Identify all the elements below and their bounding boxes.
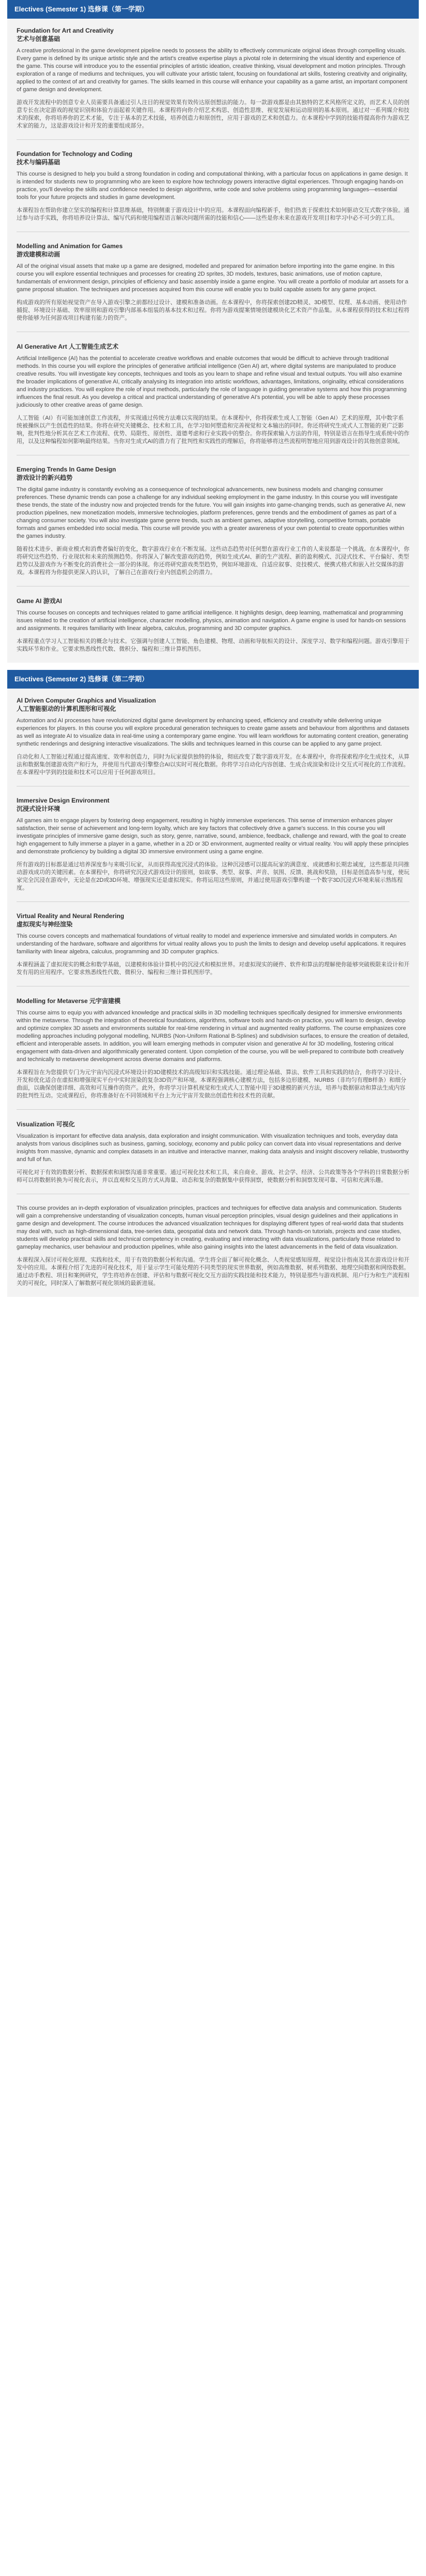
section-header-semester-1: Electives (Semester 1) 选修课（第一学期） xyxy=(7,0,419,19)
course-ai-generative-art xyxy=(17,342,409,446)
course-visualization xyxy=(17,1120,409,1287)
course-technology-coding xyxy=(17,150,409,222)
course-desc-en: This course provides an in-depth exploration of visualization principles, practices and techniques for effective data analysis and communication. Students will gain a comprehensive understanding of visualization concepts, human visual perception principles, visual design guidelines and their applications in game design and development. The course introduces the advanced visualization techniques for displaying different types of real-world data that students may deal with, such as high-dimensional data, tree-series data, geospatial data and network data. Through hands-on tutorials, projects and case studies, students will develop practical skills and technical competency in creating, evaluating and interacting with data visualizations, particularly those related to gameplay mechanics, user behaviour and production pipelines, while also gaining insights into the latest advancements in the field of data visualization. xyxy=(17,1205,404,1250)
course-title-cn: 游戏建模和动画 xyxy=(17,251,61,258)
course-desc-cn: 构成游戏的所有原始视觉资产在导入游戏引擎之前都经过设计、建模和准备动画。在本课程中，你将探索创建2D精灵、3D模型、纹理、基本动画、使用动作捕捉、环境设计基础、效率原则和游戏引擎内部基本组装的基本技术和过程。你将为游戏提案情境创建模块化艺术资产作品集。从本课程获得的技术和过程将使你能够为任何游戏项目构建有能力的资产。 xyxy=(17,299,409,321)
course-modelling-metaverse xyxy=(17,997,409,1100)
course-title: Modelling and Animation for Games xyxy=(17,242,123,250)
course-desc-cn: 游戏开发流程中的创意专业人员需要具备通过引人注目的视觉效果有效传达原创想法的能力。每一款游戏都是由其独特的艺术风格所定义的，而艺术人员的创意专长在决定游戏的视觉识别和体验方面起着关键作用。本课程将向你介绍艺术构思、创造性思维、视觉发展和运动原则的基本原则。通过对一系列媒介和技术的探索，你将培养你的艺术才能，专注于基本的艺术技能，培养创造力和原创性，应用于游戏的艺术和创造力。在本课程中学到的技能将提高你作为游戏艺术家的能力，这是游戏设计和开发的重要组成部分。 xyxy=(17,99,409,129)
course-title-cn: 游戏设计的新兴趋势 xyxy=(17,474,73,481)
section-gap xyxy=(7,663,419,670)
course-emerging-trends xyxy=(17,466,409,577)
course-title-cn: 艺术与创意基础 xyxy=(17,35,61,42)
course-modelling-animation xyxy=(17,242,409,322)
divider xyxy=(17,901,409,902)
course-title-cn: 虚拟现实与神经渲染 xyxy=(17,921,73,928)
course-desc-cn: 可视化对于有效的数据分析、数据探索和洞察沟通非常重要。通过可视化技术和工具，来自商业、游戏、社会学、经济、公共政策等各个学科的日常数据分析师可以将数据转换为可视化表示，并以直观和交互的方式从海量、动态和复杂的数据集中获得洞察，使数据分析和洞察发现可靠、可信和充满乐趣。 xyxy=(17,1169,409,1183)
course-title: Visualization 可视化 xyxy=(17,1121,75,1128)
course-title: Game AI 游戏AI xyxy=(17,597,62,605)
course-title-cn: 技术与编码基础 xyxy=(17,159,61,166)
section-header-semester-2: Electives (Semester 2) 选修课（第二学期） xyxy=(7,670,419,689)
course-title: Immersive Design Environment xyxy=(17,797,110,804)
section-body-semester-2 xyxy=(7,689,419,1297)
course-desc-en: All games aim to engage players by fostering deep engagement, resulting in highly immersive experiences. This sense of immersion enhances player satisfaction, their sense of achievement and long-term loyalty, which are key factors that collectively drive a game's success. In this course you will investigate principles of immersive game design, such as story, genre, narrative, sound, ambience, feedback, challenge and reward, with the goal to create high engagement to fully immerse a player in a game, whether in a 2D or 3D environment, augmented reality or virtual reality. You will apply these principles and demonstrate proficiency by building a digital 3D immersive environment using a game engine. xyxy=(17,818,409,855)
course-desc-cn: 随着技术进步、新商业模式和消费者偏好的变化，数字游戏行业在不断发展。这些动态趋势对任何想在游戏行业工作的人来说都是一个挑战。在本课程中，你将研究这些趋势、行业现状和未来的预测趋势。你将深入了解改变游戏的趋势，例如生成式AI、新的生产流程、新的盈利模式、沉浸式技术、平台偏好、类型趋势以及游戏作为不断变化的消费社会一部分的体现。你还将研究游戏类型趋势，例如环境游戏、自适应叙事、竞技模式、便携式格式和嵌入社交媒体的游戏。本课程将为你提供更深入的认识，了解自己在游戏行业内创造机会的潜力。 xyxy=(17,546,409,576)
course-desc-cn: 本课程深入探讨可视化原理、实践和技术，用于有效的数据分析和沟通。学生将全面了解可视化概念、人类视觉感知原理、视觉设计指南及其在游戏设计和开发中的应用。本课程介绍了先进的可视化技术，用于显示学生可能处理的不同类型的现实世界数据，例如高维数据、树系列数据、地理空间数据和网络数据。通过动手教程、项目和案例研究，学生将培养在创建、评估和与数据可视化交互方面的实践技能和技术能力，特别是那些与游戏机制、用户行为和生产流程相关的可视化，同时深入了解数据可视化领域的最新进展。 xyxy=(17,1257,409,1286)
divider xyxy=(17,1109,409,1110)
course-title: AI Generative Art 人工智能生成艺术 xyxy=(17,343,119,350)
section-body-semester-1 xyxy=(7,19,419,663)
course-desc-en: This course covers concepts and mathematical foundations of virtual reality to model and experience immersive and simulated worlds in computers. An understanding of the hardware, software and algorithms for virtual reality allows you to push the limits to design and develop useful applications. It requires familiarity with linear algebra, calculus, programming and 3D computer graphics. xyxy=(17,933,406,955)
course-title: Virtual Reality and Neural Rendering xyxy=(17,912,124,920)
course-desc-cn: 本课程旨在为您提供专门为元宇宙内沉浸式环境设计的3D建模技术的高级知识和实践技能。通过理论基础、算法、软件工具和实践的结合，你将学习设计、开发和优化适合在虚拟和增强现实平台中实时渲染的复杂3D资产和环境。本课程强调核心建模方法，包括多边形建模、NURBS（非均匀有理B样条）和细分曲面，以确保创建详细、高效和可互操作的资产。此外，你将学习计算机视觉和生成式人工智能中用于3D建模的新兴方法，培养与数据驱动和算法生成内容的批判性互动。完成课程后，你将准备好在不同领域和平台上为元宇宙开发做出创造性和技术性的贡献。 xyxy=(17,1069,406,1099)
course-desc-cn: 本课程涵盖了虚拟现实的概念和数学基础，以建模和体验计算机中的沉浸式和模拟世界。对虚拟现实的硬件、软件和算法的理解使你能够突破极限来设计和开发有用的应用程序。它要求熟悉线性代数、微积分、编程和三维计算机图形学。 xyxy=(17,962,409,976)
course-immersive-design xyxy=(17,797,409,892)
course-title: Foundation for Art and Creativity xyxy=(17,27,114,34)
course-desc-en: Artificial Intelligence (AI) has the potential to accelerate creative workflows and enable outcomes that would be difficult to achieve through traditional methods. In this course you will explore the principles of generative artificial intelligence (Gen AI) art, where digital systems are manipulated to produce creative results. You will investigate key concepts, techniques and tools as you learn to shape and refine visual and textual outputs. You will also examine the broader implications of generative AI, critically analysing its integration into artistic workflows, advantages, limitations, originality, ethical considerations and industry practices. You will explore the role of input methods, particularly the role of language in guiding generative systems and how this programming influences the final result. As you develop a critical and practical understanding of generative AI's potential, you will be able to apply these processes judiciously to other creative areas of game design. xyxy=(17,355,407,408)
course-desc-cn: 本课程旨在帮助你建立坚实的编程和计算思维基础，特别侧重于游戏设计中的应用。本课程面向编程新手，他们热衷于探索技术如何驱动交互式数字体验。通过参与动手实践，你将培养设计算法、编写代码和使用编程语言解决问题所需的技能和信心——这些是你未来在游戏开发项目和学习中必不可少的工具。 xyxy=(17,207,409,221)
divider xyxy=(17,139,409,140)
course-desc-en: The digital game industry is constantly evolving as a consequence of technological advancements, new business models and changing consumer preferences. These dynamic trends can pose a challenge for any individual seeking employment in the game industry. In this course you will investigate these trends, the state of the industry now and projected trends for the future. You will gain insights into game-changing trends, such as generative AI, new production pipelines, new monetization models, immersive technologies, platform preferences, genre trends and the embodiment of games as part of a changing consumer society. You will also investigate game genre trends, such as ambient games, adaptive storytelling, competitive formats, portable formats and games embedded into social media. This course will provide you with a greater awareness of your own potential to create opportunities within the games industry. xyxy=(17,486,405,539)
course-desc-en: Automation and AI processes have revolutionized digital game development by enhancing speed, efficiency and creativity while delivering unique experiences for players. In this course you will explore procedural generation techniques to create game assets and behaviour from algorithms and datasets as well as integrate AI to visualize data in real-time using a contemporary game engine. You will learn workflows for automating content creation, generating synthetic renderings and designing interactive visualizations. The skills and techniques learned in this course can be applied to any game project. xyxy=(17,718,409,747)
course-title: Modelling for Metaverse 元宇宙建模 xyxy=(17,997,121,1005)
course-desc-cn: 人工智能（AI）有可能加速创意工作流程，并实现通过传统方法难以实现的结果。在本课程中，你将探索生成人工智能（Gen AI）艺术的原理，其中数字系统被操纵以产生创造性的结果。你将在研究关键概念、技术和工具，在学习如何塑造和完善视觉和文本输出的同时。你还将研究生成式人工智能的更广泛影响，批判性地分析其在艺术工作流程、优势、局限性、原创性、道德考虑和行业实践中的整合。你将探索输入方法的作用，特别是语言在指导生成系统中的作用，以及这种编程如何影响最终结果。当你对生成式AI的潜力有了批判性和实践性的理解后，你将能够将这些流程明智地应用到游戏设计的其他创意领域。 xyxy=(17,415,409,445)
course-title-cn: 沉浸式设计环境 xyxy=(17,805,61,812)
course-desc-cn: 本课程重点学习人工智能相关的概念与技术。它强调与创建人工智能、角色建模、物理、动画和导航相关的设计、深度学习、数学和编程问题。游戏引擎用于实践环节和作业。它要求熟悉线性代数、微积分、编程和三维计算机图形。 xyxy=(17,638,409,652)
course-title: Emerging Trends In Game Design xyxy=(17,466,116,473)
course-vr-neural-rendering xyxy=(17,912,409,977)
course-desc-en: This course aims to equip you with advanced knowledge and practical skills in 3D modelling techniques specifically designed for immersive environments within the metaverse. Through the integration of theoretical foundations, algorithms, software tools and hands-on practice, you will learn to design, develop and optimize complex 3D assets and environments suitable for real-time rendering in virtual and augmented reality platforms. The course emphasizes core modelling approaches including polygonal modelling, NURBS (Non-Uniform Rational B-Splines) and subdivision surfaces, to ensure the creation of detailed, efficient and interoperable assets. In addition, you will learn emerging methods in computer vision and generative AI for 3D modelling, fostering critical engagement with data-driven and algorithmically generated content. Upon completion of the course, you will be well-prepared to contribute both creatively and technically to metaverse development across diverse domains and platforms. xyxy=(17,1010,409,1063)
course-desc-en: Visualization is important for effective data analysis, data exploration and insight communication. With visualization techniques and tools, everyday data analysts from various disciplines such as business, gaming, sociology, economy and public policy can convert data into visual representations and derive insights from massive, dynamic and complex datasets in an intuitive and interactive manner, making data analysis and insight discovery reliable, trustworthy and full of fun. xyxy=(17,1133,409,1163)
course-desc-cn: 自动化和人工智能过程通过提高速度、效率和创造力，同时为玩家提供独特的体验，彻底改变了数字游戏开发。在本课程中，你将探索程序化生成技术，从算法和数据集创建游戏资产和行为，并使用当代游戏引擎整合AI以实时可视化数据。你将学习自动化内容创建、生成合成渲染和设计交互式可视化的工作流程。在本课程中学到的技能和技术可以应用于任何游戏项目。 xyxy=(17,754,409,776)
course-desc-en: This course is designed to help you build a strong foundation in coding and computational thinking, with a particular focus on applications in game design. It is intended for students new to programming who are keen to explore how technology powers interactive digital experiences. Through engaging hands-on practice, you'll develop the skills and confidence needed to design algorithms, write code and solve problems using programming languages—essential tools for your future projects and studies in game development. xyxy=(17,171,408,201)
course-art-creativity xyxy=(17,27,409,130)
course-ai-graphics-visualization xyxy=(17,697,409,777)
course-title: AI Driven Computer Graphics and Visualization xyxy=(17,697,156,704)
course-desc-cn: 所有游戏的目标都是通过培养深度参与来吸引玩家，从而获得高度沉浸式的体验。这种沉浸感可以提高玩家的满意度、成就感和长期忠诚度，这些都是共同推动游戏成功的关键因素。在本课程中，你将研究沉浸式游戏设计的原则，如故事、类型、叙事、声音、氛围、反馈、挑战和奖励，目标是创造高参与度，使玩家完全沉浸在游戏中，无论是在2D或3D环境、增强现实还是虚拟现实。你将运用这些原则，并通过使用游戏引擎构建一个数字3D沉浸式环境来展示熟练程度。 xyxy=(17,862,409,891)
course-title: Foundation for Technology and Coding xyxy=(17,150,133,158)
course-title-cn: 人工智能驱动的计算机图形和可视化 xyxy=(17,705,116,712)
course-desc-en: This course focuses on concepts and techniques related to game artificial intelligence. It highlights design, deep learning, mathematical and programming issues related to the creation of artificial intelligence, character modelling, physics, animation and navigation. A game engine is used for hands-on sessions and assignments. It requires familiarity with linear algebra, calculus, programming and 3D computer graphics. xyxy=(17,610,406,632)
course-desc-en: A creative professional in the game development pipeline needs to possess the ability to effectively communicate original ideas through compelling visuals. Every game is defined by its unique artistic style and the artist's creative expertise plays a pivotal role in determining the visual identity and experience of the game. This course will introduce you to the essential principles of artistic ideation, creative thinking, visual development and motion principles. Through exploration of a range of mediums and techniques, you will cultivate your artistic talent, focusing on foundational art skills, fostering creativity and originality, applied to the context of art and creativity for games. The skills learned in this course will enhance your capability as a game artist, an important component of game design and development. xyxy=(17,48,407,93)
course-game-ai xyxy=(17,597,409,653)
course-desc-en: All of the original visual assets that make up a game are designed, modelled and prepared for animation before importing into the game engine. In this course you will explore essential techniques and processes for creating 2D sprites, 3D models, textures, basic animations, use of motion capture, fundamentals of environment design, principles of efficiency and basic assembly inside a game engine. You will create a portfolio of modular art assets for a game proposal situation. The techniques and processes acquired from this course will enable you to build capable assets for any game project. xyxy=(17,263,408,293)
